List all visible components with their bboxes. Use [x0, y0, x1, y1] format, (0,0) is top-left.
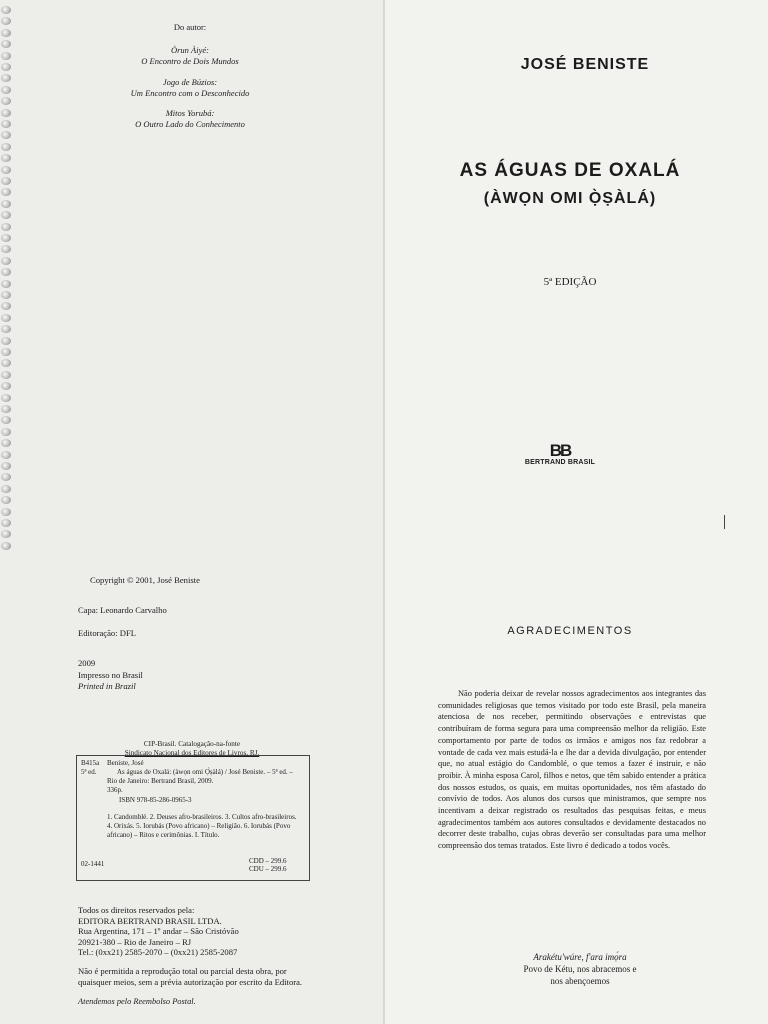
spiral-ring	[1, 394, 11, 402]
spiral-ring	[1, 428, 11, 436]
copyright: Copyright © 2001, José Beniste	[90, 575, 200, 585]
reproduction-notice	[78, 966, 328, 987]
print-year: 2009	[78, 658, 96, 668]
work-subtitle-2: Um Encontro com o Desconhecido	[130, 88, 250, 98]
spiral-ring	[1, 462, 11, 470]
rights-line-2: EDITORA BERTRAND BRASIL LTDA.	[78, 915, 222, 926]
spiral-ring	[1, 188, 11, 196]
work-title-2: Jogo de Búzios:	[162, 77, 218, 87]
spiral-ring	[1, 348, 11, 356]
publisher-mark: BB	[549, 441, 571, 460]
spiral-ring	[1, 371, 11, 379]
publisher-name: BERTRAND BRASIL	[524, 459, 596, 466]
publisher-logo	[520, 443, 600, 466]
spiral-ring	[1, 359, 11, 367]
cip-isbn: ISBN 978-85-286-0965-3	[119, 796, 192, 804]
cip-body-line3: 336p.	[107, 786, 123, 794]
spiral-ring	[1, 63, 11, 71]
impresso-no-brasil: Impresso no Brasil	[78, 670, 143, 680]
rights-line-5: Tel.: (0xx21) 2585-2070 – (0xx21) 2585-2087	[78, 947, 238, 957]
thanks-paragraph: Não poderia deixar de revelar nossos agradecimentos aos integrantes das comunidades religiosas que temos visitado por todo este Brasil, pela maneira atenciosa de nos receber, permitindo observações e entrevistas que contribuíram de forma segura para uma compreensão melhor da religião. Este comportamento por parte de todos os irmãos e amigos nos faz redobrar a vontade de cada vez mais estudá-la e lhe dar a devida divulgação, por entender que, no atual estágio do Candomblé, o que temos a fazer é instruir, e não proibir. À minha esposa Carol, filhos e netos, que têm sabido entender a prática dos nossos estudos, os quais, em muitas oportunidades, nos têm afastado do convívio de todos. Aos alunos dos cursos que ministramos, que sempre nos incentivam a deixar registrado os resultados das pesquisas feitas, e meus agradecimentos também aos autores consultados e devidamente destacados no decorrer deste trabalho, cujas obras deverão ser consultadas para uma melhor compreensão dos temas tratados. Este livro é dedicado a todos vocês.	[438, 689, 706, 851]
cip-body-line2: As águas de Oxalá: (àwọn omi Ọ̀ṣàlá) / José Beniste. – 5ª ed. – Rio de Janeiro: Bertrand Brasil, 2009.	[107, 768, 293, 785]
cip-card	[76, 755, 310, 881]
spiral-ring	[1, 166, 11, 174]
spiral-ring	[1, 245, 11, 253]
cip-header-line1: CIP-Brasil. Catalogação-na-fonte	[143, 740, 241, 748]
spiral-ring	[1, 143, 11, 151]
cip-number: 02-1441	[81, 860, 105, 868]
spiral-ring	[1, 485, 11, 493]
spiral-ring	[1, 131, 11, 139]
spiral-ring	[1, 496, 11, 504]
page-mark	[724, 515, 725, 529]
thanks-heading: AGRADECIMENTOS	[507, 625, 633, 637]
cip-cdu: CDU – 299.6	[249, 865, 287, 873]
cip-code-line1: B415a	[81, 759, 100, 767]
spiral-ring	[1, 416, 11, 424]
spiral-ring	[1, 519, 11, 527]
spiral-ring	[1, 451, 11, 459]
spiral-ring	[1, 211, 11, 219]
spiral-ring	[1, 29, 11, 37]
spiral-ring	[1, 473, 11, 481]
work-subtitle-1: O Encontro de Dois Mundos	[141, 56, 239, 66]
spiral-ring	[1, 52, 11, 60]
cip-body-line1: Beniste, José	[107, 759, 144, 767]
author-name: JOSÉ BENISTE	[520, 56, 650, 73]
spiral-ring	[1, 542, 11, 550]
cip-code	[81, 759, 99, 777]
editoracao-credit: Editoração: DFL	[78, 628, 136, 638]
spiral-ring	[1, 337, 11, 345]
reembolso-notice: Atendemos pelo Reembolso Postal.	[78, 997, 196, 1006]
spiral-ring	[1, 17, 11, 25]
spiral-ring	[1, 302, 11, 310]
page-spine	[383, 0, 385, 1024]
spiral-ring	[1, 200, 11, 208]
spiral-ring	[1, 325, 11, 333]
spiral-ring	[1, 291, 11, 299]
do-autor-heading: Do autor:	[173, 22, 207, 32]
book-subtitle: (ÀWỌN OMI Ọ̀ṢÀLÁ)	[483, 190, 657, 207]
spiral-ring	[1, 530, 11, 538]
spiral-ring	[1, 86, 11, 94]
reproduction-line-2: quaisquer meios, sem a prévia autorização por escrito da Editora.	[78, 976, 303, 987]
rights-block	[78, 905, 328, 958]
spiral-ring	[1, 382, 11, 390]
spiral-ring	[1, 40, 11, 48]
work-title-1: Òrun Àiyé:	[170, 45, 209, 55]
rights-line-4: 20921-380 – Rio de Janeiro – RJ	[78, 936, 192, 947]
cip-code-line2: 5ª ed.	[81, 768, 97, 776]
spiral-ring	[1, 405, 11, 413]
dedication-line-2: Povo de Kétu, nos abracemos e	[523, 964, 637, 974]
spiral-ring	[1, 439, 11, 447]
right-page	[384, 0, 768, 1024]
spiral-ring	[1, 280, 11, 288]
spiral-ring	[1, 109, 11, 117]
spiral-ring	[1, 223, 11, 231]
spiral-ring	[1, 120, 11, 128]
spiral-ring	[1, 177, 11, 185]
book-title: AS ÁGUAS DE OXALÁ	[459, 160, 681, 181]
spiral-ring	[1, 234, 11, 242]
rights-line-1: Todos os direitos reservados pela:	[78, 905, 195, 915]
spiral-binding	[0, 0, 14, 560]
cip-body	[107, 759, 303, 795]
dedication-line-3: nos abençoemos	[550, 976, 610, 986]
dedication	[480, 951, 680, 987]
spiral-ring	[1, 74, 11, 82]
spiral-ring	[1, 6, 11, 14]
work-subtitle-3: O Outro Lado do Conhecimento	[135, 119, 245, 129]
dedication-line-1: Arakétu'wúre, f'ara imọ́ra	[533, 952, 627, 962]
cip-subjects: 1. Candomblé. 2. Deuses afro-brasileiros. 3. Cultos afro-brasileiros. 4. Orixás. 5. Iorubás (Povo africano) – Religião. 6. Iorubás (Povo africano) – Ritos e cerimônias. I. Título.	[107, 813, 297, 839]
spiral-ring	[1, 268, 11, 276]
capa-credit: Capa: Leonardo Carvalho	[78, 605, 167, 615]
spiral-ring	[1, 257, 11, 265]
printed-in-brazil: Printed in Brazil	[78, 681, 136, 691]
work-title-3: Mitos Yorubá:	[165, 108, 215, 118]
edition: 5ª EDIÇÃO	[543, 276, 597, 288]
cip-cdd: CDD – 299.6	[249, 857, 287, 865]
rights-line-3: Rua Argentina, 171 – 1º andar – São Cristóvão	[78, 926, 239, 936]
spiral-ring	[1, 97, 11, 105]
cip-classification	[249, 857, 287, 873]
reproduction-line-1: Não é permitida a reprodução total ou parcial desta obra, por	[78, 966, 287, 976]
spiral-ring	[1, 508, 11, 516]
spiral-ring	[1, 154, 11, 162]
cip-header-line2: Sindicato Nacional dos Editores de Livros, RJ.	[124, 749, 260, 757]
spiral-ring	[1, 314, 11, 322]
